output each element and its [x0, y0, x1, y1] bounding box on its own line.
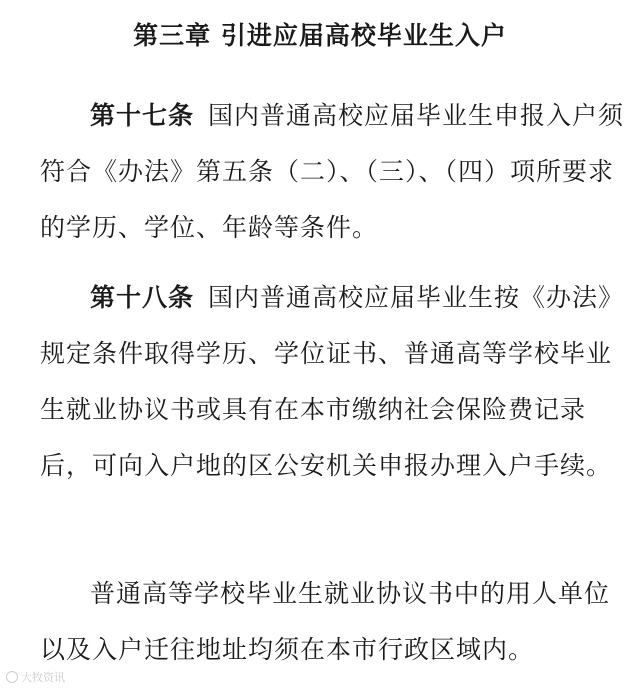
- watermark: [6, 669, 65, 685]
- article-text: 国内普通高校应届毕业生按《办法》规定条件取得学历、学位证书、普通高等学校毕业生就业协议书或具有在本市缴纳社会保险费记录后，可向入户地的区公安机关申报办理入户手续。: [40, 283, 625, 480]
- article-number: 第十八条: [90, 283, 195, 312]
- article-number: 第十七条: [90, 101, 195, 130]
- article-17: [40, 88, 625, 256]
- watermark-text: 大牧资讯: [21, 671, 65, 684]
- article-text: 国内普通高校应届毕业生申报入户须符合《办法》第五条（二）、（三）、（四）项所要求的学历、学位、年龄等条件。: [40, 101, 625, 242]
- chapter-title: 第三章 引进应届高校毕业生入户: [133, 21, 507, 50]
- watermark-logo-icon: [6, 671, 18, 683]
- note-paragraph: [40, 566, 625, 678]
- article-18: [40, 270, 625, 494]
- note-text: 普通高等学校毕业生就业协议书中的用人单位以及入户迁往地址均须在本市行政区域内。: [40, 579, 611, 664]
